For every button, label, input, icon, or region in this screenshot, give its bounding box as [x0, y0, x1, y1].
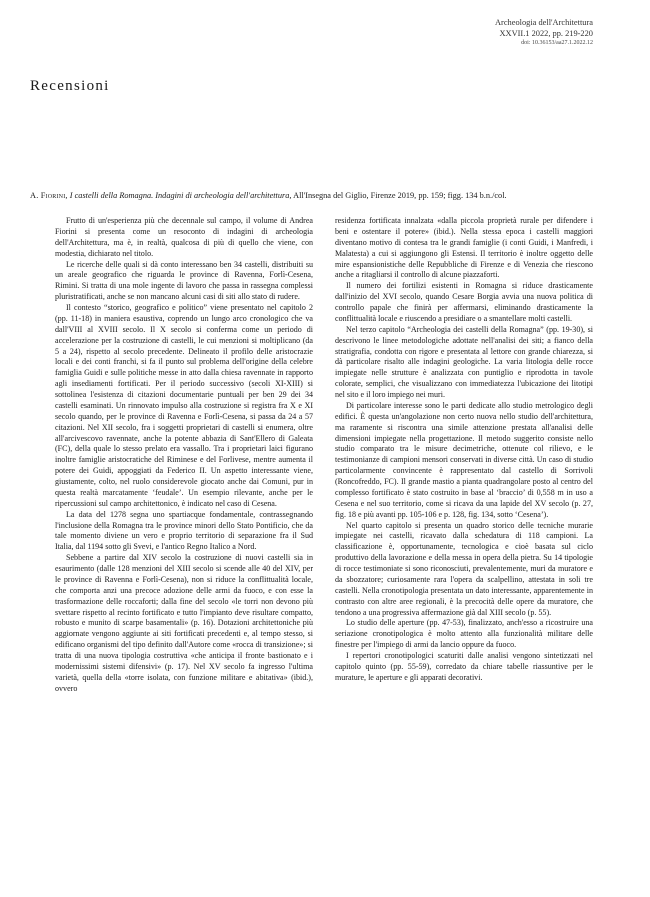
journal-name: Archeologia dell'Architettura: [494, 18, 593, 27]
volume-pages: XXVII.1 2022, pp. 219-220: [499, 28, 593, 38]
citation-details: All'Insegna del Giglio, Firenze 2019, pp. 159; figg. 134 b.n./col.: [293, 191, 507, 200]
doi-link[interactable]: doi: 10.36153/aa27.1.2022.12: [521, 40, 593, 46]
citation-author: A. Fiorini,: [30, 191, 68, 200]
left-column: [55, 216, 313, 695]
paragraph: La data del 1278 segna uno spartiacque fondamentale, contrassegnando l'inclusione della Romagna tra le province minori dello Stato Pontificio, che da tale momento diviene un vero e proprio territorio di separazione fra il Sud Italia, dal 1194 sotto gli Svevi, e l'antico Regno Italico a Nord.: [55, 509, 313, 552]
paragraph: Lo studio delle aperture (pp. 47-53), finalizzato, anch'esso a ricostruire una seriazione cronotipologica è molto attento alla funzionalità militare delle finestre per l'impiego di armi da lancio oppure da fuoco.: [335, 618, 593, 650]
paragraph: Il numero dei fortilizi esistenti in Romagna si riduce drasticamente dall'inizio del XVI secolo, quando Cesare Borgia avvia una nuova politica di controllo papale che finirà per affermarsi, eliminando drasticamente la conflittualità locale e riuscendo a presidiare o a smantellare molti castelli.: [335, 281, 593, 323]
citation-title: I castelli della Romagna. Indagini di archeologia dell'architettura,: [69, 191, 292, 200]
paragraph: Il contesto “storico, geografico e politico” viene presentato nel capitolo 2 (pp. 11-18) in maniera esaustiva, coprendo un lungo arco cronologico che va dall'VIII al XVIII secolo. Il X secolo si conferma come un periodo di accelerazione per la costruzione di castelli, le cui menzioni si moltiplicano (da 5 a 24), rispetto al secolo precedente. Delineato il profilo delle aristocrazie locali e dei conti franchi, si fa il punto sul problema dell'origine della celebre famiglia Guidi e sulle politiche messe in atto dalla chiesa ravennate in rapporto agli insediamenti fortificati. Per il periodo successivo (secoli XI-XIII) si sottolinea l'esistenza di citazioni documentarie puntuali per ben 29 dei 34 castelli esaminati. Un rinnovato impulso alla costruzione si registra fra X e XI secolo quando, per le province di Ravenna e Forlì-Cesena, si passa da 24 a 57 citazioni. Nel XII secolo, fra i soggetti proprietari di castelli si enumera, oltre all'arcivescovo ravennate, anche la potente abbazia di Sant'Ellero di Galeata (FC), della quale lo stesso prelato era vassallo. Tra i proprietari laici figurano inoltre famiglie aristocratiche del Riminese e del Forlivese, mentre aumenta il potere dei Guidi, appoggiati da Federico II. Un aspetto interessante viene, giustamente, colto, nel ruolo considerevole giocato anche dai Comuni, pur in questa realtà marcatamente ‘feudale’. Un esempio rilevante, anche per le ripercussioni sul campo architettonico, è indicato nel caso di Cesena.: [55, 303, 313, 508]
section-title: Recensioni: [30, 78, 110, 94]
review-body: [55, 216, 593, 695]
running-header: [495, 18, 593, 47]
paragraph: Le ricerche delle quali si dà conto interessano ben 34 castelli, distribuiti su un areale geografico che riguarda le province di Ravenna, Forlì-Cesena, Rimini. Si tratta di una mole ingente di lavoro che passa in rassegna complessi pluristratificati, anche se non mancano alcuni casi di siti allo stato di rudere.: [55, 259, 313, 302]
right-column: [335, 216, 593, 695]
paragraph: Di particolare interesse sono le parti dedicate allo studio metrologico degli edifici. È questa un'angolazione non certo nuova nello studio dell'architettura, ma raramente si riscontra una simile attenzione prestata all'analisi delle dimensioni impiegate nella progettazione. Il metodo suggerito consiste nello studio comparato tra le misure decimetriche, ottenute col rilievo, e le testimonianze di campioni mensori conservati in diverse città. Un caso di studio particolarmente convincente è rappresentato dal castello di Sorrivoli (Roncofreddo, FC). Il grande mastio a pianta quadrangolare posto al centro del complesso fortificato è stato costruito in base al ‘braccio’ di 0,558 m in uso a Cesena e nel suo territorio, come si ricava da una lapide del XV secolo (p. 27, fig. 18 e più avanti pp. 105-106 e p. 128, fig. 134, sotto ‘Cesena’).: [335, 400, 593, 519]
paragraph: Sebbene a partire dal XIV secolo la costruzione di nuovi castelli sia in esaurimento (dalle 128 menzioni del XIII secolo si scende alle 40 del XIV, per le province di Ravenna e Forlì-Cesena), non si riduce la conflittualità locale, che comporta anzi una precoce adozione delle armi da fuoco, e con esse la trasformazione delle roccaforti; dalla fine del secolo «le torri non devono più svettare rispetto al recinto fortificato e tutto l'impianto deve risultare compatto, robusto e munito di scarpe basamentali» (p. 16). Dotazioni architettoniche più aggiornate vengono aggiunte ai siti fortificati precedenti e, al tempo stesso, si edificano organismi del tipo definito dall'Autore come «rocca di transizione»; si tratta di una nuova tipologia costruttiva «che anticipa il fronte bastionato e i modernissimi sistemi difensivi» (p. 17). Nel XV secolo fa ingresso l'ultima varietà, quella della «torre isolata, con funzione militare e abitativa» (ibid.), ovvero: [55, 553, 313, 693]
paragraph: I repertori cronotipologici scaturiti dalle analisi vengono sintetizzati nel capitolo quinto (pp. 55-59), corredato da chiare tabelle riassuntive per le murature, le aperture e gli apparati decorativi.: [335, 651, 593, 682]
paragraph: Frutto di un'esperienza più che decennale sul campo, il volume di Andrea Fiorini si presenta come un resoconto di indagini di archeologia dell'Architettura, ma è, in realtà, qualcosa di più di quello che viene, con modestia, dichiarato nel titolo.: [55, 216, 313, 258]
book-citation: [30, 190, 630, 201]
paragraph: residenza fortificata innalzata «dalla piccola proprietà rurale per difendere i beni e ostentare il potere» (ibid.). Nella stessa epoca i castelli maggiori diventano motivo di contesa tra le grandi famiglie (i conti Guidi, i Manfredi, i Malatesta) a cui si aggiungono gli Estensi. Il territorio è inoltre oggetto delle mire espansionistiche delle Repubbliche di Firenze e di Venezia che riescono anche a ritagliarsi il controllo di alcune piazzaforti.: [335, 216, 593, 280]
paragraph: Nel quarto capitolo si presenta un quadro storico delle tecniche murarie impiegate nei castelli, ricavato dalla schedatura di 118 campioni. La classificazione è, opportunamente, tecnologica e cioè basata sul ciclo produttivo della lavorazione e della messa in opera della pietra. Su 14 tipologie di rocce testimoniate si sono riconosciuti, prevalentemente, muri da muratore e da sbozzatore; curiosamente rara l'opera da scalpellino, attestata in soli tre castelli. Nella cronotipologia presentata un dato interessante, apparentemente in contrasto con altre aree regionali, è la precocità delle opere da muratore, che tendono a una progressiva affermazione già dal XIII secolo (p. 55).: [335, 520, 593, 617]
paragraph: Nel terzo capitolo “Archeologia dei castelli della Romagna” (pp. 19-30), si descrivono le linee metodologiche adottate nell'analisi dei siti; a fianco della stratigrafia, condotta con rigore e presentata al lettore con grande chiarezza, si dà particolare risalto alle indagini geologiche. La varia litologia delle rocce impiegate nelle strutture è analizzata con puntiglio e riprodotta in tavole colorate, semplici, che visualizzano con immediatezza l'ubicazione dei litotipi nel sito e il loro impiego nei muri.: [335, 324, 593, 399]
